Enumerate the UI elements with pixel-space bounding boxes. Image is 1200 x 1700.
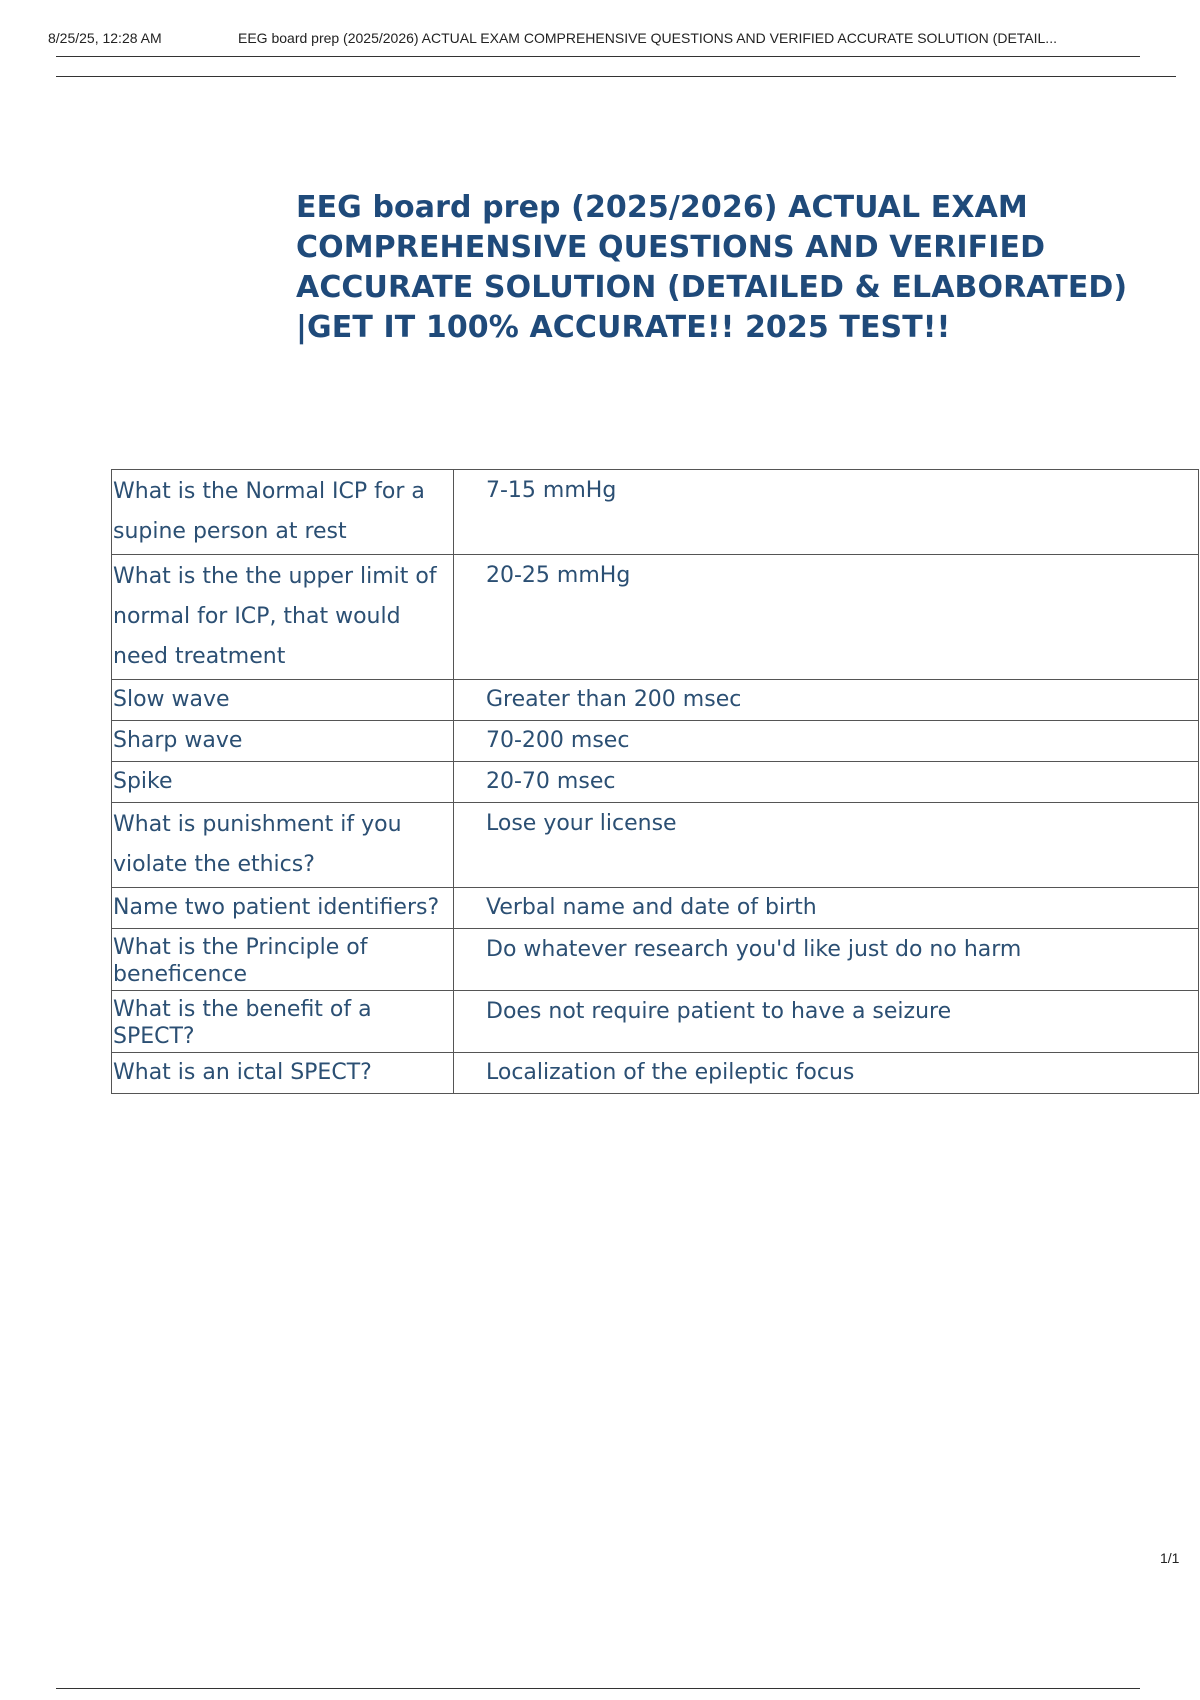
question-cell: Slow wave	[112, 680, 454, 721]
print-datetime: 8/25/25, 12:28 AM	[48, 30, 162, 46]
question-cell: What is the Normal ICP for a supine person at rest	[112, 470, 454, 555]
question-cell: What is an ictal SPECT?	[112, 1053, 454, 1094]
document-title: EEG board prep (2025/2026) ACTUAL EXAM COMPREHENSIVE QUESTIONS AND VERIFIED ACCURATE SOLUTION (DETAILED & ELABORATED) |GET IT 100% ACCURATE!! 2025 TEST!!	[296, 190, 1128, 345]
question-cell: Spike	[112, 762, 454, 803]
answer-cell: Verbal name and date of birth	[454, 888, 1199, 929]
table-row	[112, 470, 1199, 555]
table-row	[112, 888, 1199, 929]
table-row	[112, 721, 1199, 762]
table-row	[112, 680, 1199, 721]
answer-cell: 20-25 mmHg	[454, 555, 1199, 680]
answer-cell: Lose your license	[454, 803, 1199, 888]
question-cell: What is punishment if you violate the ethics?	[112, 803, 454, 888]
table-row	[112, 803, 1199, 888]
answer-cell: 7-15 mmHg	[454, 470, 1199, 555]
answer-cell: Do whatever research you'd like just do no harm	[454, 929, 1199, 991]
page-number: 1/1	[1160, 1550, 1180, 1566]
question-cell: Name two patient identifiers?	[112, 888, 454, 929]
print-header	[48, 30, 1168, 50]
table-row	[112, 1053, 1199, 1094]
question-cell: What is the benefit of a SPECT?	[112, 991, 454, 1053]
table-row	[112, 991, 1199, 1053]
answer-cell: 20-70 msec	[454, 762, 1199, 803]
header-divider-secondary	[56, 76, 1176, 77]
print-doc-title: EEG board prep (2025/2026) ACTUAL EXAM COMPREHENSIVE QUESTIONS AND VERIFIED ACCURATE SOLUTION (DETAIL...	[238, 30, 1057, 46]
question-cell: Sharp wave	[112, 721, 454, 762]
table-row	[112, 762, 1199, 803]
answer-cell: Greater than 200 msec	[454, 680, 1199, 721]
table-row	[112, 929, 1199, 991]
question-cell: What is the the upper limit of normal for ICP, that would need treatment	[112, 555, 454, 680]
qa-table	[111, 469, 1199, 1094]
question-cell: What is the Principle of beneficence	[112, 929, 454, 991]
table-row	[112, 555, 1199, 680]
answer-cell: 70-200 msec	[454, 721, 1199, 762]
answer-cell: Does not require patient to have a seizure	[454, 991, 1199, 1053]
answer-cell: Localization of the epileptic focus	[454, 1053, 1199, 1094]
footer-divider	[56, 1688, 1140, 1689]
header-divider	[56, 56, 1140, 57]
